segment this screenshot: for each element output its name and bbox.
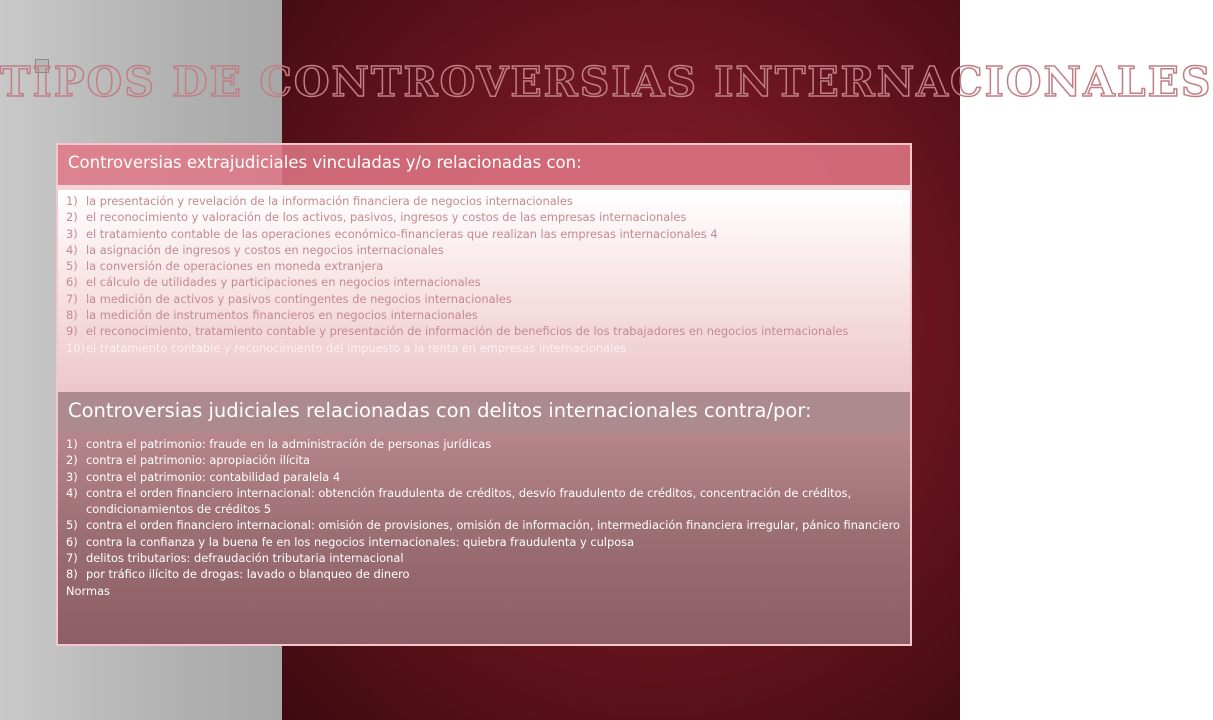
list-item: 8) la medición de instrumentos financieros en negocios internacionales xyxy=(66,308,478,323)
list-item: 7) delitos tributarios: defraudación tributaria internacional xyxy=(66,551,404,566)
list-item: 9) el reconocimiento, tratamiento contable y presentación de información de beneficios de los trabajadores en negocios internacionales xyxy=(66,324,849,339)
section1-list xyxy=(66,193,900,356)
list-item: 3) contra el patrimonio: contabilidad paralela 4 xyxy=(66,469,341,484)
list-item: 6) contra la confianza y la buena fe en los negocios internacionales: quiebra fraudulenta y culposa xyxy=(66,534,635,549)
section1-header: Controversias extrajudiciales vinculadas y/o relacionadas con: xyxy=(68,153,582,172)
list-item: 3) el tratamiento contable de las operaciones económico-financieras que realizan las empresas internacionales 4 xyxy=(66,226,718,241)
list-item: 4) la asignación de ingresos y costos en negocios internacionales xyxy=(66,242,444,257)
footer-note: Normas xyxy=(66,583,110,598)
section1-body xyxy=(56,190,912,392)
list-item: 1) la presentación y revelación de la información financiera de negocios internacionales xyxy=(66,194,573,208)
section2-body xyxy=(56,433,912,646)
list-item: 7) la medición de activos y pasivos contingentes de negocios internacionales xyxy=(66,291,512,306)
list-item: 8) por tráfico ilícito de drogas: lavado o blanqueo de dinero xyxy=(66,567,410,582)
section2-header: Controversias judiciales relacionadas con delitos internacionales contra/por: xyxy=(68,399,812,422)
list-item: 2) contra el patrimonio: apropiación ilícita xyxy=(66,453,310,468)
list-item: 2) el reconocimiento y valoración de los activos, pasivos, ingresos y costos de las empresas internacionales xyxy=(66,210,687,225)
list-item: 10) el tratamiento contable y reconocimiento del impuesto a la renta en empresas internacionales xyxy=(66,340,627,355)
section1-header-bar xyxy=(56,143,912,185)
list-item: 1) contra el patrimonio: fraude en la administración de personas jurídicas xyxy=(66,437,492,451)
slide-title: TIPOS DE CONTROVERSIAS INTERNACIONALES xyxy=(0,58,1213,106)
list-item: 6) el cálculo de utilidades y participaciones en negocios internacionales xyxy=(66,275,481,290)
section2-list xyxy=(66,436,900,599)
list-item: 5) contra el orden financiero internacional: omisión de provisiones, omisión de información, intermediación financiera irregular, pánico financiero xyxy=(66,518,900,533)
section2-header-bar xyxy=(56,392,912,433)
list-item: 5) la conversión de operaciones en moneda extranjera xyxy=(66,259,384,274)
list-item: 4) contra el orden financiero internacional: obtención fraudulenta de créditos, desvío fraudulento de créditos, concentración de créditos, condicionamientos de créditos 5 xyxy=(66,485,852,517)
